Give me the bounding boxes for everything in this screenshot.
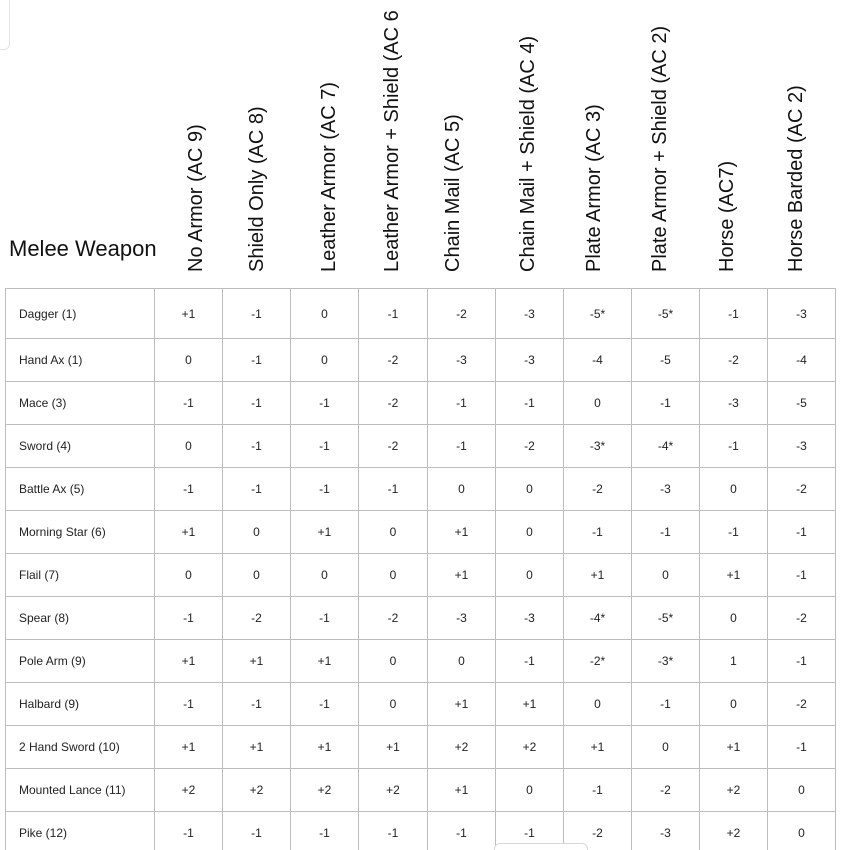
- modifier-cell: +2: [155, 769, 223, 812]
- modifier-cell: -3: [768, 425, 836, 468]
- modifier-cell: -1: [700, 425, 768, 468]
- modifier-cell: +1: [155, 511, 223, 554]
- modifier-cell: -1: [359, 289, 428, 339]
- weapon-name-cell: Mounted Lance (11): [6, 769, 155, 812]
- table-row: [6, 554, 836, 597]
- modifier-cell: +1: [359, 726, 428, 769]
- modifier-cell: 0: [155, 425, 223, 468]
- modifier-cell: +2: [496, 726, 564, 769]
- table-row: [6, 683, 836, 726]
- modifier-cell: +1: [700, 726, 768, 769]
- modifier-cell: +1: [564, 554, 632, 597]
- modifier-cell: -1: [564, 769, 632, 812]
- modifier-cell: -1: [428, 425, 496, 468]
- modifier-cell: 0: [496, 468, 564, 511]
- table-row: [6, 468, 836, 511]
- column-header-label: Shield Only (AC 8): [246, 106, 268, 272]
- column-header-label: Horse Barded (AC 2): [785, 85, 807, 272]
- modifier-cell: -1: [155, 683, 223, 726]
- modifier-cell: +1: [291, 511, 359, 554]
- weapon-vs-armor-table: [5, 288, 836, 850]
- modifier-cell: -1: [223, 425, 291, 468]
- modifier-cell: 1: [700, 640, 768, 683]
- modifier-cell: -1: [359, 812, 428, 850]
- modifier-cell: -5: [632, 339, 700, 382]
- modifier-cell: -2: [564, 468, 632, 511]
- modifier-cell: +1: [428, 769, 496, 812]
- modifier-cell: -1: [768, 726, 836, 769]
- modifier-cell: 0: [632, 726, 700, 769]
- table-row: [6, 425, 836, 468]
- modifier-cell: 0: [223, 554, 291, 597]
- modifier-cell: -3: [496, 339, 564, 382]
- modifier-cell: +2: [359, 769, 428, 812]
- modifier-cell: 0: [700, 468, 768, 511]
- modifier-cell: 0: [223, 511, 291, 554]
- modifier-cell: +1: [700, 554, 768, 597]
- modifier-cell: -4*: [632, 425, 700, 468]
- table-row: [6, 640, 836, 683]
- modifier-cell: -2: [768, 468, 836, 511]
- modifier-cell: -4: [564, 339, 632, 382]
- modifier-cell: -1: [768, 640, 836, 683]
- column-header-label: No Armor (AC 9): [185, 124, 207, 272]
- modifier-cell: 0: [496, 511, 564, 554]
- table-row: [6, 382, 836, 425]
- modifier-cell: -1: [223, 339, 291, 382]
- modifier-cell: -1: [496, 640, 564, 683]
- modifier-cell: -3*: [632, 640, 700, 683]
- modifier-cell: -2: [223, 597, 291, 640]
- table-row: [6, 726, 836, 769]
- modifier-cell: -1: [223, 289, 291, 339]
- modifier-cell: +1: [223, 726, 291, 769]
- modifier-cell: 0: [428, 468, 496, 511]
- weapon-name-cell: Pole Arm (9): [6, 640, 155, 683]
- column-header-label: Chain Mail + Shield (AC 4): [517, 35, 539, 272]
- modifier-cell: -3: [496, 289, 564, 339]
- modifier-cell: +1: [291, 726, 359, 769]
- modifier-cell: +1: [223, 640, 291, 683]
- modifier-cell: -1: [291, 683, 359, 726]
- modifier-cell: -3: [496, 597, 564, 640]
- floating-control-edge: [494, 843, 588, 850]
- modifier-cell: 0: [768, 812, 836, 850]
- modifier-cell: -1: [496, 382, 564, 425]
- modifier-cell: +2: [223, 769, 291, 812]
- modifier-cell: -2: [359, 339, 428, 382]
- modifier-cell: 0: [564, 683, 632, 726]
- modifier-cell: -1: [291, 597, 359, 640]
- weapon-name-cell: Battle Ax (5): [6, 468, 155, 511]
- modifier-cell: -1: [223, 468, 291, 511]
- modifier-cell: 0: [155, 339, 223, 382]
- modifier-cell: +1: [564, 726, 632, 769]
- modifier-cell: -1: [632, 683, 700, 726]
- modifier-cell: -1: [155, 597, 223, 640]
- modifier-cell: 0: [291, 554, 359, 597]
- modifier-cell: +1: [496, 683, 564, 726]
- column-header-label: Plate Armor (AC 3): [583, 104, 605, 272]
- modifier-cell: 0: [768, 769, 836, 812]
- modifier-cell: -2: [564, 812, 632, 850]
- table-row: [6, 812, 836, 850]
- modifier-cell: -1: [564, 511, 632, 554]
- modifier-cell: -2: [428, 289, 496, 339]
- table-row: [6, 339, 836, 382]
- modifier-cell: -1: [223, 382, 291, 425]
- modifier-cell: -1: [700, 511, 768, 554]
- modifier-cell: 0: [496, 554, 564, 597]
- modifier-cell: -2*: [564, 640, 632, 683]
- modifier-cell: -3: [632, 468, 700, 511]
- modifier-cell: -2: [768, 683, 836, 726]
- modifier-cell: 0: [359, 511, 428, 554]
- modifier-cell: +2: [700, 812, 768, 850]
- modifier-cell: -4*: [564, 597, 632, 640]
- modifier-cell: 0: [359, 640, 428, 683]
- modifier-cell: -1: [155, 468, 223, 511]
- table-row: [6, 597, 836, 640]
- modifier-cell: +1: [155, 726, 223, 769]
- modifier-cell: -1: [155, 382, 223, 425]
- modifier-cell: 0: [700, 683, 768, 726]
- column-header-label: Leather Armor (AC 7): [318, 81, 340, 272]
- weapon-name-cell: Flail (7): [6, 554, 155, 597]
- modifier-cell: 0: [155, 554, 223, 597]
- modifier-cell: +2: [700, 769, 768, 812]
- modifier-cell: 0: [359, 554, 428, 597]
- modifier-cell: +1: [291, 640, 359, 683]
- table-body: [6, 289, 836, 850]
- column-header-label: Plate Armor + Shield (AC 2): [649, 25, 671, 272]
- weapon-name-cell: Morning Star (6): [6, 511, 155, 554]
- modifier-cell: -1: [291, 812, 359, 850]
- modifier-cell: -2: [700, 339, 768, 382]
- modifier-cell: -5*: [632, 289, 700, 339]
- modifier-cell: 0: [291, 289, 359, 339]
- modifier-cell: -1: [155, 812, 223, 850]
- modifier-cell: -1: [700, 289, 768, 339]
- modifier-cell: -1: [428, 812, 496, 850]
- weapon-name-cell: Mace (3): [6, 382, 155, 425]
- modifier-cell: -4: [768, 339, 836, 382]
- modifier-cell: -1: [768, 511, 836, 554]
- weapon-name-cell: Halbard (9): [6, 683, 155, 726]
- modifier-cell: -5*: [632, 597, 700, 640]
- modifier-cell: -2: [359, 597, 428, 640]
- modifier-cell: 0: [359, 683, 428, 726]
- modifier-cell: 0: [291, 339, 359, 382]
- table-row: [6, 769, 836, 812]
- modifier-cell: -3: [428, 597, 496, 640]
- modifier-cell: +1: [428, 683, 496, 726]
- modifier-cell: -3: [428, 339, 496, 382]
- modifier-cell: -1: [291, 382, 359, 425]
- modifier-cell: -5: [768, 382, 836, 425]
- modifier-cell: -3: [700, 382, 768, 425]
- modifier-cell: +1: [428, 554, 496, 597]
- column-header-label: Leather Armor + Shield (AC 6: [381, 10, 403, 272]
- modifier-cell: +1: [155, 289, 223, 339]
- table-header: [0, 0, 862, 288]
- modifier-cell: 0: [564, 382, 632, 425]
- modifier-cell: -1: [291, 425, 359, 468]
- table-row: [6, 511, 836, 554]
- modifier-cell: -1: [359, 468, 428, 511]
- modifier-cell: -3: [768, 289, 836, 339]
- modifier-cell: 0: [700, 597, 768, 640]
- column-header-label: Chain Mail (AC 5): [442, 114, 464, 272]
- column-header-label: Horse (AC7): [716, 160, 738, 272]
- modifier-cell: -3: [632, 812, 700, 850]
- modifier-cell: -1: [632, 511, 700, 554]
- modifier-cell: -1: [496, 812, 564, 850]
- weapon-name-cell: Sword (4): [6, 425, 155, 468]
- modifier-cell: +2: [428, 726, 496, 769]
- modifier-cell: 0: [428, 640, 496, 683]
- modifier-cell: -3*: [564, 425, 632, 468]
- weapon-name-cell: Dagger (1): [6, 289, 155, 339]
- modifier-cell: -2: [496, 425, 564, 468]
- modifier-cell: -2: [359, 382, 428, 425]
- modifier-cell: -1: [291, 468, 359, 511]
- weapon-name-cell: 2 Hand Sword (10): [6, 726, 155, 769]
- modifier-cell: -1: [223, 812, 291, 850]
- modifier-cell: -1: [632, 382, 700, 425]
- modifier-cell: -1: [768, 554, 836, 597]
- modifier-cell: -1: [223, 683, 291, 726]
- melee-weapon-header: Melee Weapon: [9, 236, 157, 261]
- modifier-cell: -2: [768, 597, 836, 640]
- modifier-cell: +1: [155, 640, 223, 683]
- weapon-name-cell: Spear (8): [6, 597, 155, 640]
- modifier-cell: -2: [632, 769, 700, 812]
- modifier-cell: -2: [359, 425, 428, 468]
- table-row: [6, 289, 836, 339]
- modifier-cell: -1: [428, 382, 496, 425]
- weapon-name-cell: Hand Ax (1): [6, 339, 155, 382]
- modifier-cell: -5*: [564, 289, 632, 339]
- modifier-cell: 0: [632, 554, 700, 597]
- modifier-cell: +1: [428, 511, 496, 554]
- weapon-name-cell: Pike (12): [6, 812, 155, 850]
- modifier-cell: +2: [291, 769, 359, 812]
- modifier-cell: 0: [496, 769, 564, 812]
